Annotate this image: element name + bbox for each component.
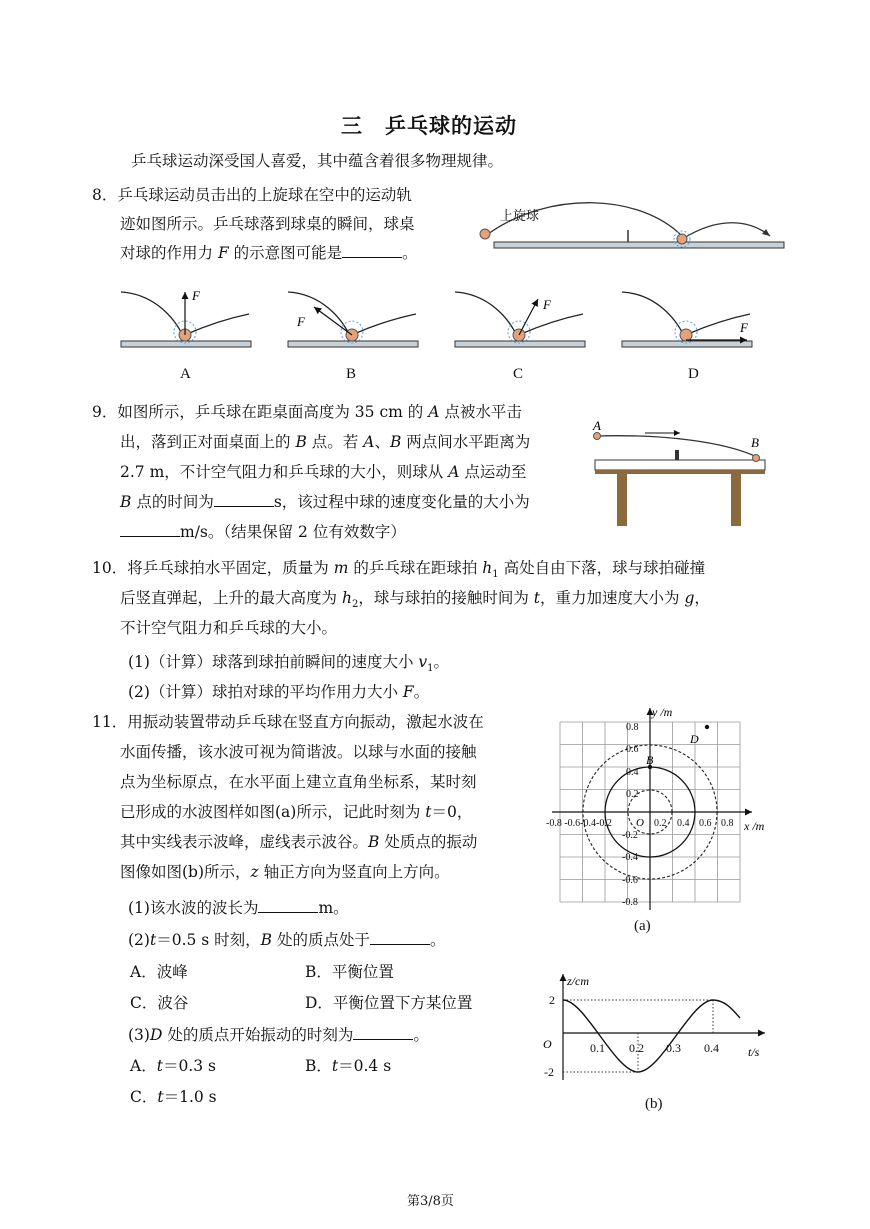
y-tick: -0.6 xyxy=(622,875,638,886)
figure-label: 上旋球 xyxy=(500,208,540,223)
trajectory-after xyxy=(684,223,770,238)
section-title: 三 乒乓球的运动 xyxy=(341,113,517,138)
y-tick: 0.2 xyxy=(626,789,639,800)
question-number: 9． xyxy=(92,403,118,421)
table-edge xyxy=(595,470,765,474)
y-axis-label: y /m xyxy=(652,705,673,719)
option-c-figure xyxy=(455,292,585,347)
option-d-figure xyxy=(622,292,752,347)
question-number: 8． xyxy=(92,186,118,204)
answer-blank[interactable] xyxy=(214,492,274,507)
x-tick: 0.2 xyxy=(654,818,667,829)
table-leg xyxy=(731,474,741,526)
answer-blank[interactable] xyxy=(120,522,180,537)
t-axis-label: t/s xyxy=(748,1045,760,1059)
option-a-label[interactable]: A xyxy=(180,366,191,382)
point-a-label: A xyxy=(593,420,601,433)
option-a[interactable]: A．波峰 xyxy=(130,963,188,981)
x-tick: 0.4 xyxy=(677,818,690,829)
option-c-label[interactable]: C xyxy=(513,366,524,382)
force-label: F xyxy=(192,288,200,303)
point-d xyxy=(705,725,709,729)
table-surface xyxy=(494,242,784,248)
y-tick: -0.2 xyxy=(622,830,638,841)
point-b-ball xyxy=(753,455,760,462)
question-number: 10． xyxy=(92,559,128,577)
x-tick: 0.8 xyxy=(721,818,734,829)
y-tick: 0.8 xyxy=(626,722,639,733)
table-figure xyxy=(585,420,770,530)
force-label: F xyxy=(740,320,748,335)
t-tick: 0.2 xyxy=(629,1041,644,1055)
x-axis-label: x /m xyxy=(744,819,765,833)
option-c[interactable]: C．t＝1.0 s xyxy=(130,1088,217,1106)
x-tick: -0.8 -0.6-0.4-0.2 xyxy=(546,818,612,829)
option-d[interactable]: D．平衡位置下方某位置 xyxy=(305,994,473,1012)
question-text: 乒乓球运动员击出的上旋球在空中的运动轨 xyxy=(117,186,412,204)
t-tick: 0.1 xyxy=(590,1041,605,1055)
question-text: 对球的作用力 xyxy=(120,244,214,262)
option-b[interactable]: B．t＝0.4 s xyxy=(305,1057,392,1075)
option-b[interactable]: B．平衡位置 xyxy=(305,963,394,981)
option-a-figure xyxy=(121,288,251,347)
option-c[interactable]: C．波谷 xyxy=(130,994,189,1012)
x-tick: 0.6 xyxy=(699,818,712,829)
intro-text: 乒乓球运动深受国人喜爱，其中蕴含着很多物理规律。 xyxy=(131,152,504,170)
ping-pong-ball xyxy=(677,234,687,244)
z-min-label: -2 xyxy=(544,1065,554,1079)
question-number: 11． xyxy=(92,713,128,731)
net xyxy=(675,450,679,460)
point-d-label: D xyxy=(690,732,699,746)
page-number: 第3/8页 xyxy=(407,1194,454,1209)
force-label: F xyxy=(543,297,551,312)
z-axis-label: z/cm xyxy=(567,974,589,988)
ping-pong-ball xyxy=(480,229,490,239)
y-tick: -0.8 xyxy=(622,897,638,908)
variable: F xyxy=(217,244,229,262)
option-b-label[interactable]: B xyxy=(346,366,357,382)
question-text: 迹如图所示。乒乓球落到球桌的瞬间，球桌 xyxy=(120,215,415,233)
answer-blank[interactable] xyxy=(353,1025,413,1040)
table-leg xyxy=(617,474,627,526)
point-a-ball xyxy=(594,433,601,440)
figure-b-caption: (b) xyxy=(645,1096,663,1112)
answer-blank[interactable] xyxy=(258,898,318,913)
topspin-trajectory-figure xyxy=(470,198,800,258)
question-text: 的示意图可能是 xyxy=(233,244,343,262)
option-d-label[interactable]: D xyxy=(688,366,699,382)
wave-pattern-figure-a xyxy=(540,700,780,940)
answer-blank[interactable] xyxy=(370,930,430,945)
option-b-figure xyxy=(288,292,418,347)
y-tick: 0.6 xyxy=(626,744,639,755)
t-tick: 0.3 xyxy=(666,1041,681,1055)
table-top xyxy=(595,460,765,470)
point-b-label: B xyxy=(646,753,654,767)
y-tick: 0.4 xyxy=(626,767,639,778)
arrow-head xyxy=(762,229,770,236)
vibration-graph-figure-b xyxy=(525,968,775,1088)
origin-label: O xyxy=(636,817,644,829)
origin-label: O xyxy=(543,1037,552,1051)
answer-blank[interactable] xyxy=(342,243,402,258)
t-tick: 0.4 xyxy=(704,1041,719,1055)
point-b-label: B xyxy=(751,435,759,450)
z-max-label: 2 xyxy=(549,993,555,1007)
y-tick: -0.4 xyxy=(622,852,638,863)
force-label: F xyxy=(297,314,305,329)
option-a[interactable]: A．t＝0.3 s xyxy=(130,1057,216,1075)
force-options-figure xyxy=(115,284,785,354)
figure-a-caption: (a) xyxy=(634,918,651,934)
